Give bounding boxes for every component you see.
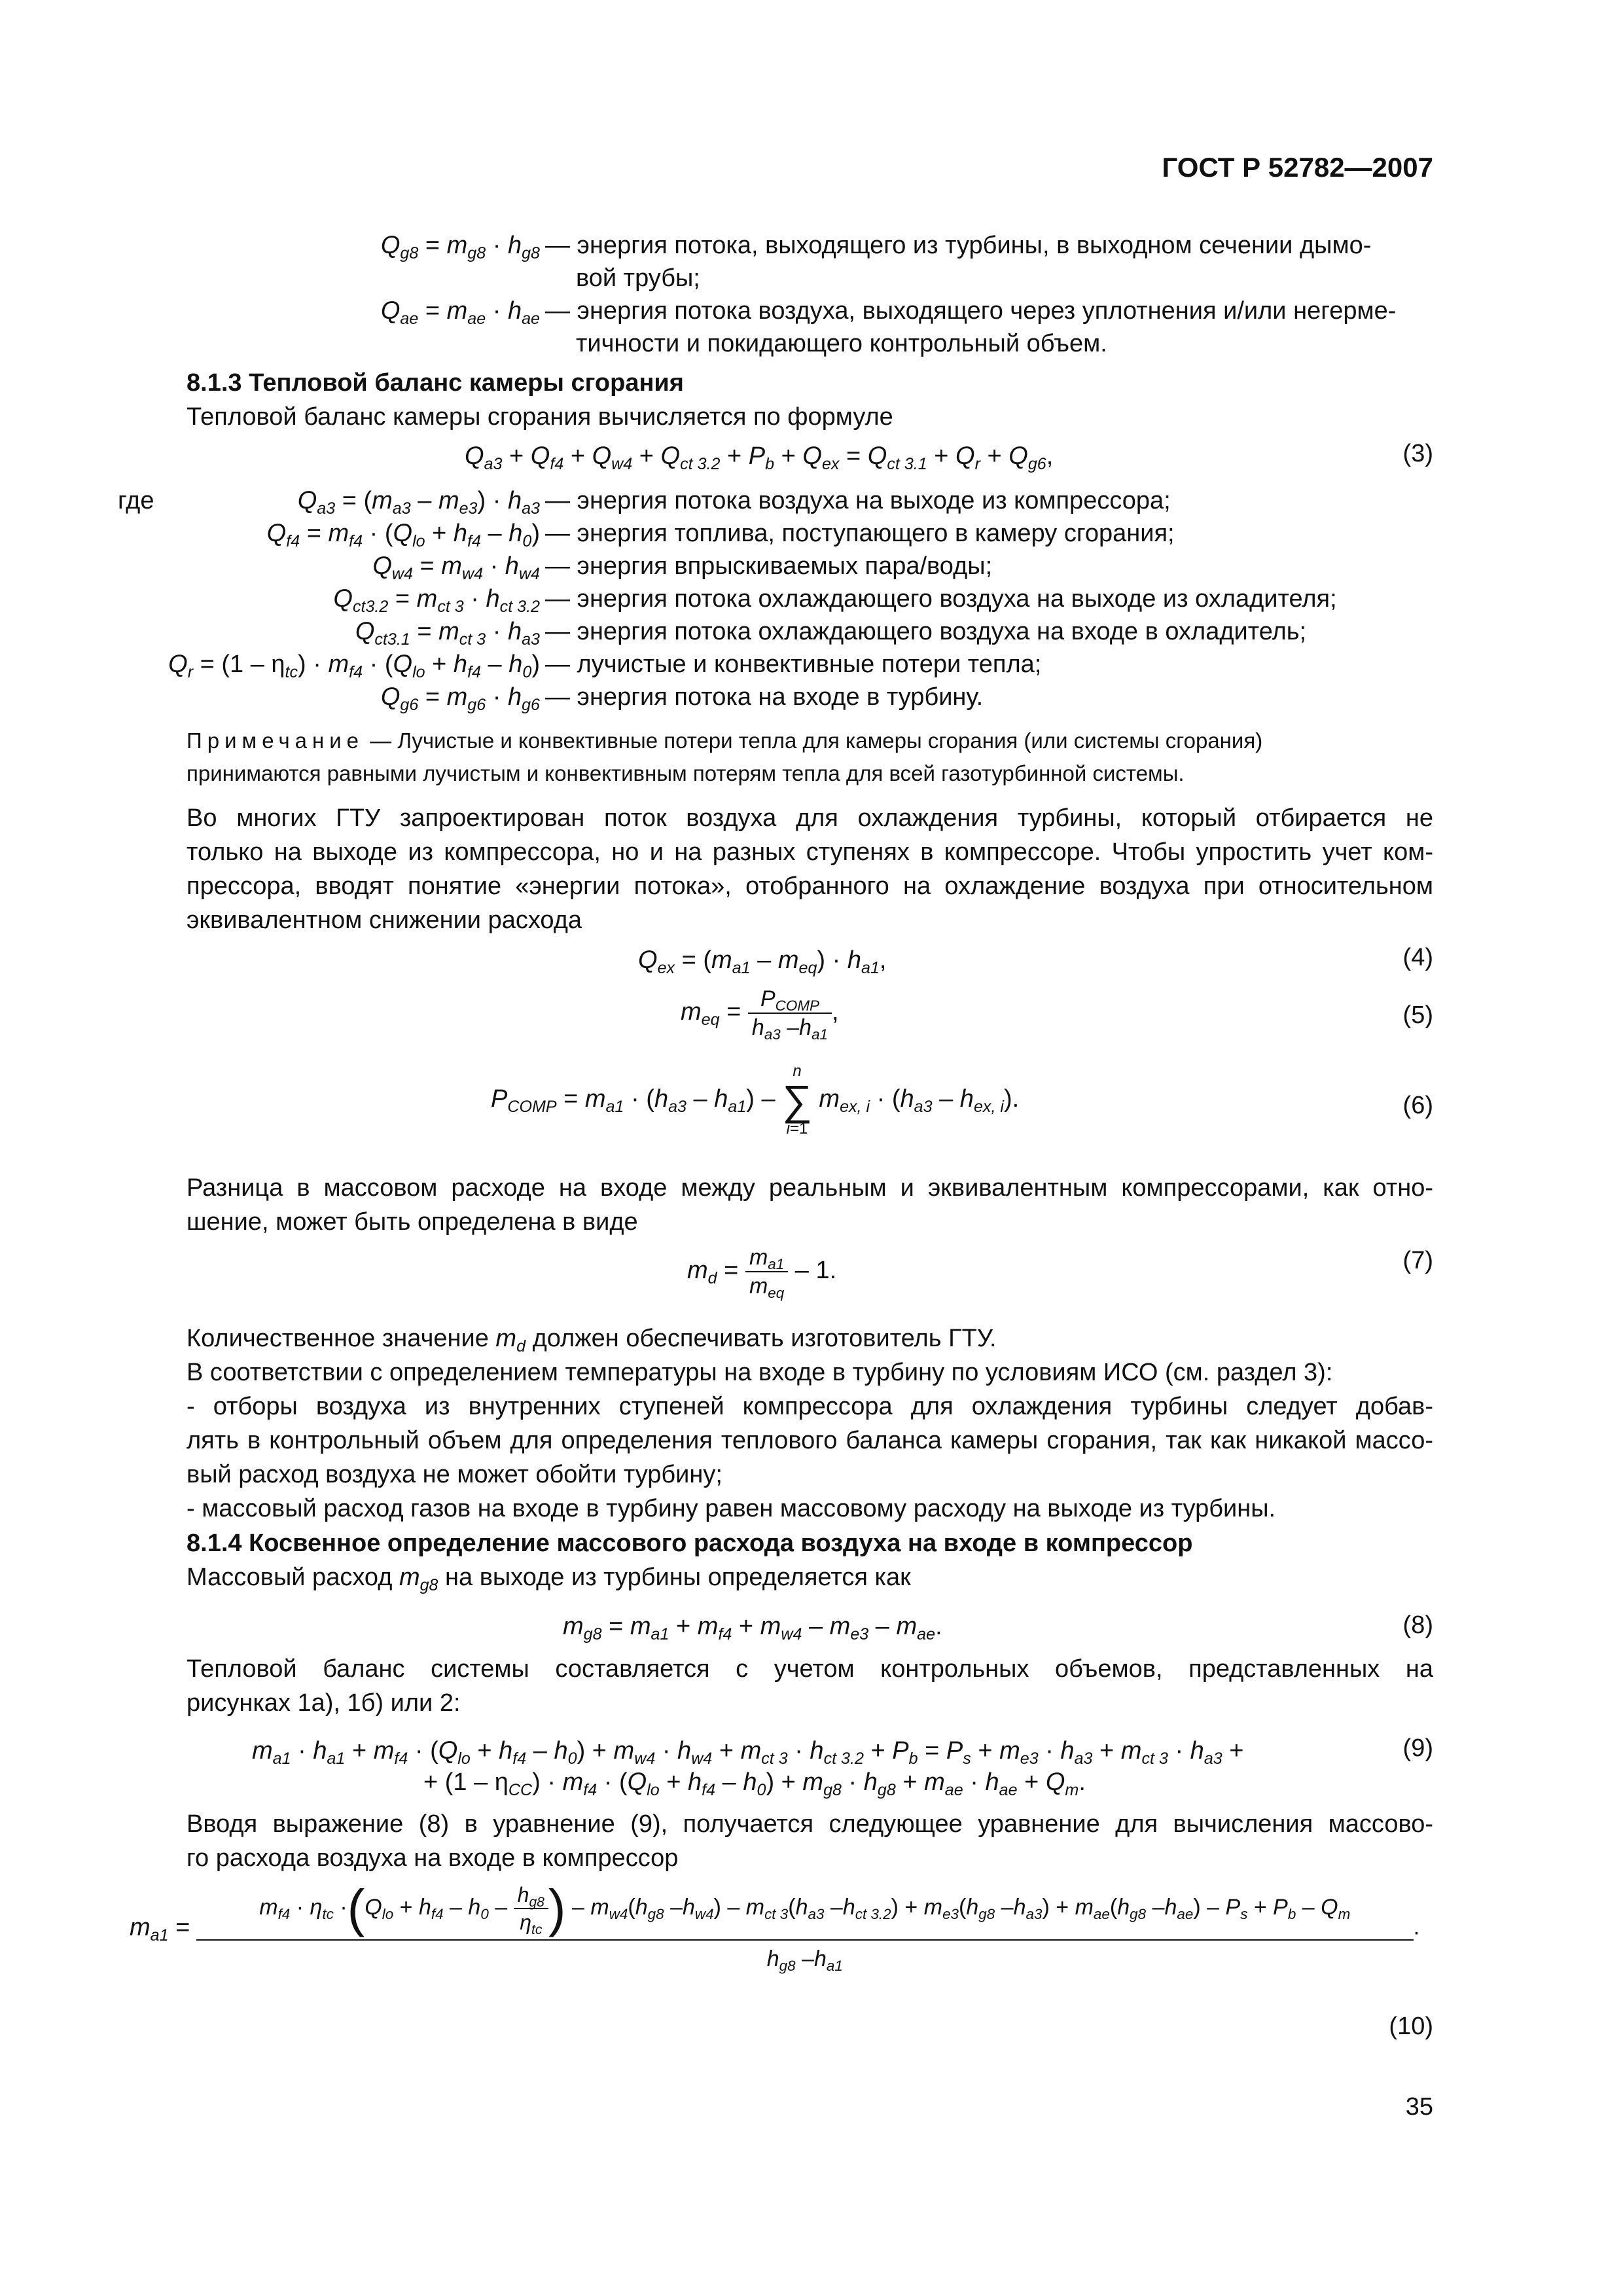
formula-qg8: $Q_{g8} = m_{g8} \cdot h_{g8}$ [380, 232, 540, 263]
definition-qg6: — энергия потока на входе в турбину. [545, 683, 984, 711]
definition-qae-line1: — энергия потока воздуха, выходящего через уплотнения и/или негерме- [545, 297, 1397, 325]
where-label: где [118, 487, 154, 514]
equation-4: $Q_{ex} = (m_{a1} - m_{eq}) \cdot h_{a1}$, [638, 946, 887, 978]
formula-qr: $Q_r = (1 - \eta_{tc}) \cdot m_{f4} \cdot (Q_{lo} + h_{f4} - h_0)$ [168, 651, 540, 682]
paragraph-6-line1: Вводя выражение (8) в уравнение (9), получается следующее уравнение для вычисления массово- [187, 1810, 1433, 1838]
formula-qct32: $Q_{ct3.2} = m_{ct 3} \cdot h_{ct 3.2}$ [333, 585, 540, 617]
definition-qf4: — энергия топлива, поступающего в камеру сгорания; [545, 520, 1175, 547]
formula-qg6: $Q_{g6} = m_{g6} \cdot h_{g6}$ [380, 683, 540, 715]
section-8-1-4-intro-a: Массовый расход [187, 1564, 399, 1591]
definition-qr: — лучистые и конвективные потери тепла; [545, 651, 1042, 678]
definition-qct31: — энергия потока охлаждающего воздуха на входе в охладитель; [545, 618, 1307, 645]
document-header: ГОСТ Р 52782—2007 [1162, 152, 1433, 183]
definition-qg8-line2: вой трубы; [576, 264, 700, 292]
definition-qae-line2: тичности и покидающего контрольный объем. [576, 330, 1107, 357]
section-8-1-3-intro: Тепловой баланс камеры сгорания вычисляется по формуле [187, 403, 893, 431]
definition-qg8-line1: — энергия потока, выходящего из турбины, в выходном сечении дымо- [545, 232, 1372, 259]
equation-6-number: (6) [1402, 1092, 1433, 1119]
note-text-1: — Лучистые и конвективные потери тепла для камеры сгорания (или системы сгорания) [364, 728, 1263, 753]
formula-qw4: $Q_{w4} = m_{w4} \cdot h_{w4}$ [372, 552, 540, 584]
bullet-1-line3: вый расход воздуха не может обойти турбину; [187, 1461, 722, 1488]
equation-5-number: (5) [1402, 1001, 1433, 1029]
formula-qct31: $Q_{ct3.1} = m_{ct 3} \cdot h_{a3}$ [355, 618, 540, 649]
paragraph-3 [187, 1322, 997, 1355]
equation-4-number: (4) [1402, 944, 1433, 971]
definition-qa3: — энергия потока воздуха на выходе из компрессора; [545, 487, 1171, 514]
note-line1 [187, 725, 1262, 757]
equation-10: $m_{a1}$ = $m_{f4} \cdot \eta_{tc} \cdot(Q_{lo} + h_{f4} - h_0$ – $\frac{h_{g8}}{\eta_{tc}}$ ) – $m_{w4}(h_{g8}$ $-h_{w4}) - m_{ct 3}(h_{a3}$ $-h_{ct 3.2}) + m_{e3}(h_{g8}$ $-h_{a3}) + m_{ae}(h_{g8}$ $-h_{ae}) - P_s + P_b - Q_m$ $h_{g8}$ $-h_{a1}$ . [130, 1879, 1420, 1975]
equation-8: $m_{g8} = m_{a1} + m_{f4} + m_{w4} - m_{e3} - m_{ae}$. [563, 1613, 942, 1644]
formula-qf4: $Q_{f4} = m_{f4} \cdot (Q_{lo} + h_{f4} - h_0)$ [266, 520, 540, 551]
note-label: Примечание [187, 728, 365, 753]
page-number: 35 [1405, 2093, 1433, 2121]
symbol-md: $m_d$ [495, 1325, 526, 1356]
equation-9-line2: + $(1 - \eta_{CC}) \cdot m_{f4} \cdot (Q_{lo} + h_{f4} - h_0) + m_{g8} \cdot h_{g8} + m_{ae} \cdot h_{ae} + Q_m$. [423, 1768, 1086, 1800]
formula-qa3: $Q_{a3} = (m_{a3} - m_{e3}) \cdot h_{a3}$ [297, 487, 540, 518]
equation-5: $m_{eq}$ = $\frac{P_{COMP}}{h_{a3} -h_{a1}}$ , [681, 986, 839, 1043]
equation-9-number: (9) [1402, 1734, 1433, 1762]
formula-qae: $Q_{ae} = m_{ae} \cdot h_{ae}$ [380, 297, 540, 329]
paragraph-3-text-b: должен обеспечивать изготовитель ГТУ. [526, 1325, 997, 1352]
paragraph-1-line3: прессора, вводят понятие «энергии потока», отобранного на охлаждение воздуха при относительном [187, 872, 1433, 900]
section-8-1-4-intro-b: на выходе из турбины определяется как [438, 1564, 911, 1591]
paragraph-1-line4: эквивалентном снижении расхода [187, 906, 582, 934]
paragraph-5-line1: Тепловой баланс системы составляется с учетом контрольных объемов, представленных на [187, 1655, 1433, 1683]
paragraph-6-line2: го расхода воздуха на входе в компрессор [187, 1844, 679, 1872]
paragraph-1-line2: только на выходе из компрессора, но и на разных ступенях в компрессоре. Чтобы упростить учет ком- [187, 838, 1433, 866]
section-heading-8-1-3: 8.1.3 Тепловой баланс камеры сгорания [187, 369, 684, 397]
paragraph-4: В соответствии с определением температуры на входе в турбину по условиям ИСО (см. раздел 3): [187, 1359, 1333, 1386]
equation-3: $Q_{a3} + Q_{f4} + Q_{w4} + Q_{ct 3.2} + P_b + Q_{ex} = Q_{ct 3.1} + Q_r + Q_{g6}$, [465, 442, 1054, 474]
equation-9-line1: $m_{a1} \cdot h_{a1} + m_{f4} \cdot (Q_{lo} + h_{f4} - h_0) + m_{w4} \cdot h_{w4} + m_{ct 3} \cdot h_{ct 3.2} + P_b = P_s + m_{e3} \cdot h_{a3} + m_{ct 3} \cdot h_{a3}$ + [252, 1737, 1244, 1768]
paragraph-2-line2: шение, может быть определена в виде [187, 1208, 638, 1236]
paragraph-5-line2: рисунках 1а), 1б) или 2: [187, 1689, 461, 1717]
equation-3-number: (3) [1402, 440, 1433, 467]
bullet-2: - массовый расход газов на входе в турбину равен массовому расходу на выходе из турбины. [187, 1495, 1276, 1522]
equation-8-number: (8) [1402, 1611, 1433, 1639]
equation-10-number: (10) [1389, 2013, 1433, 2040]
paragraph-3-text-a: Количественное значение [187, 1325, 496, 1352]
section-heading-8-1-4: 8.1.4 Косвенное определение массового расхода воздуха на входе в компрессор [187, 1530, 1193, 1557]
equation-6: $P_{COMP} = m_{a1} \cdot (h_{a3} - h_{a1})$ – n ∑ i=1 $m_{ex, i} \cdot (h_{a3} - h_{ex, i})$. [491, 1062, 1020, 1138]
equation-7: $m_d$ = $\frac{m_{a1}}{m_{eq}}$ – 1. [687, 1245, 837, 1302]
note-line2: принимаются равными лучистым и конвективным потерям тепла для всей газотурбинной системы. [187, 761, 1185, 785]
definition-qw4: — энергия впрыскиваемых пара/воды; [545, 552, 993, 580]
paragraph-1-line1: Во многих ГТУ запроектирован поток воздуха для охлаждения турбины, который отбирается не [187, 804, 1433, 832]
bullet-1-line1: - отборы воздуха из внутренних ступеней компрессора для охлаждения турбины следует добав- [187, 1393, 1433, 1420]
section-8-1-4-intro [187, 1561, 911, 1594]
summation-symbol: n ∑ i=1 [782, 1062, 812, 1138]
definition-qct32: — энергия потока охлаждающего воздуха на выходе из охладителя; [545, 585, 1337, 613]
paragraph-2-line1: Разница в массовом расходе на входе между реальным и эквивалентным компрессорами, как отно- [187, 1174, 1433, 1202]
bullet-1-line2: лять в контрольный объем для определения теплового баланса камеры сгорания, так как никакой массо- [187, 1427, 1433, 1454]
equation-7-number: (7) [1402, 1247, 1433, 1274]
symbol-mg8: $m_{g8}$ [399, 1564, 438, 1595]
